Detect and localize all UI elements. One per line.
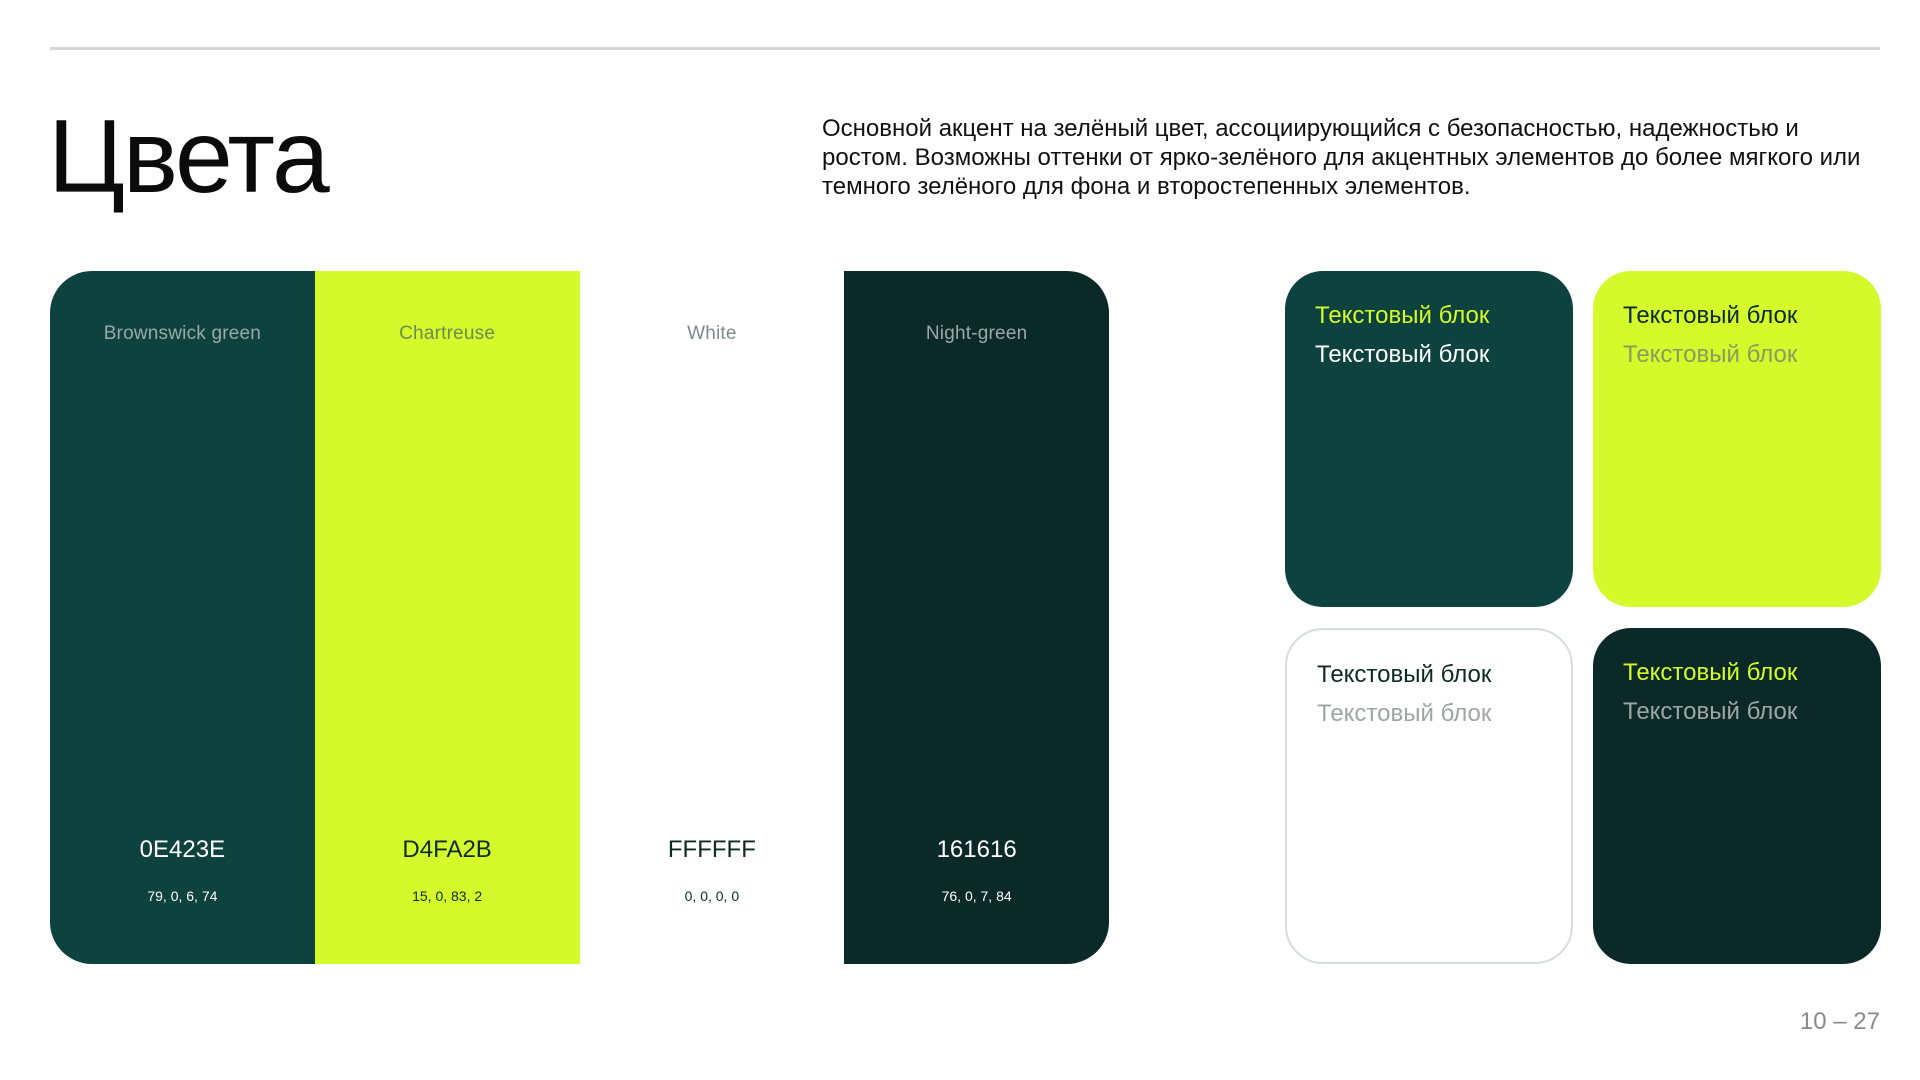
swatch-hex: 161616 [936,836,1017,863]
swatch-hex: 0E423E [139,836,226,863]
swatch-cmyk: 15, 0, 83, 2 [412,888,483,904]
swatch-cmyk: 79, 0, 6, 74 [147,888,218,904]
swatch-cmyk: 76, 0, 7, 84 [941,888,1012,904]
page-number: 10 – 27 [1799,1008,1880,1035]
swatch-chartreuse [315,271,580,964]
card-text-secondary: Текстовый блок [1317,700,1492,727]
card-text-secondary: Текстовый блок [1623,698,1798,725]
color-palette [50,271,1109,964]
swatch-name: Chartreuse [399,323,496,344]
card-text-primary: Текстовый блок [1623,659,1798,686]
swatch-name: White [687,323,737,344]
description-text: Основной акцент на зелёный цвет, ассоциирующийся с безопасностью, надежностью и ростом. Возможны оттенки от ярко-зелёного для акцентных элементов до более мягкого или темного зелёного для фона и второстепенных элементов. [822,115,1861,200]
card-text-primary: Текстовый блок [1623,302,1798,329]
swatch-white [580,271,845,964]
page-title: Цвета [48,99,328,215]
sample-card-chartreuse [1593,271,1881,607]
top-divider [50,47,1880,50]
swatch-hex: D4FA2B [402,836,492,863]
sample-card-brownswick [1285,271,1573,607]
swatch-name: Night-green [925,323,1028,344]
card-text-primary: Текстовый блок [1317,661,1492,688]
card-text-secondary: Текстовый блок [1623,341,1798,368]
swatch-cmyk: 0, 0, 0, 0 [684,888,740,904]
card-text-secondary: Текстовый блок [1315,341,1490,368]
swatch-night-green [844,271,1109,964]
sample-card-night-green [1593,628,1881,964]
card-text-primary: Текстовый блок [1315,302,1490,329]
swatch-brownswick-green [50,271,315,964]
swatch-name: Brownswick green [103,323,262,344]
swatch-hex: FFFFFF [667,836,756,863]
sample-card-white [1285,628,1573,964]
